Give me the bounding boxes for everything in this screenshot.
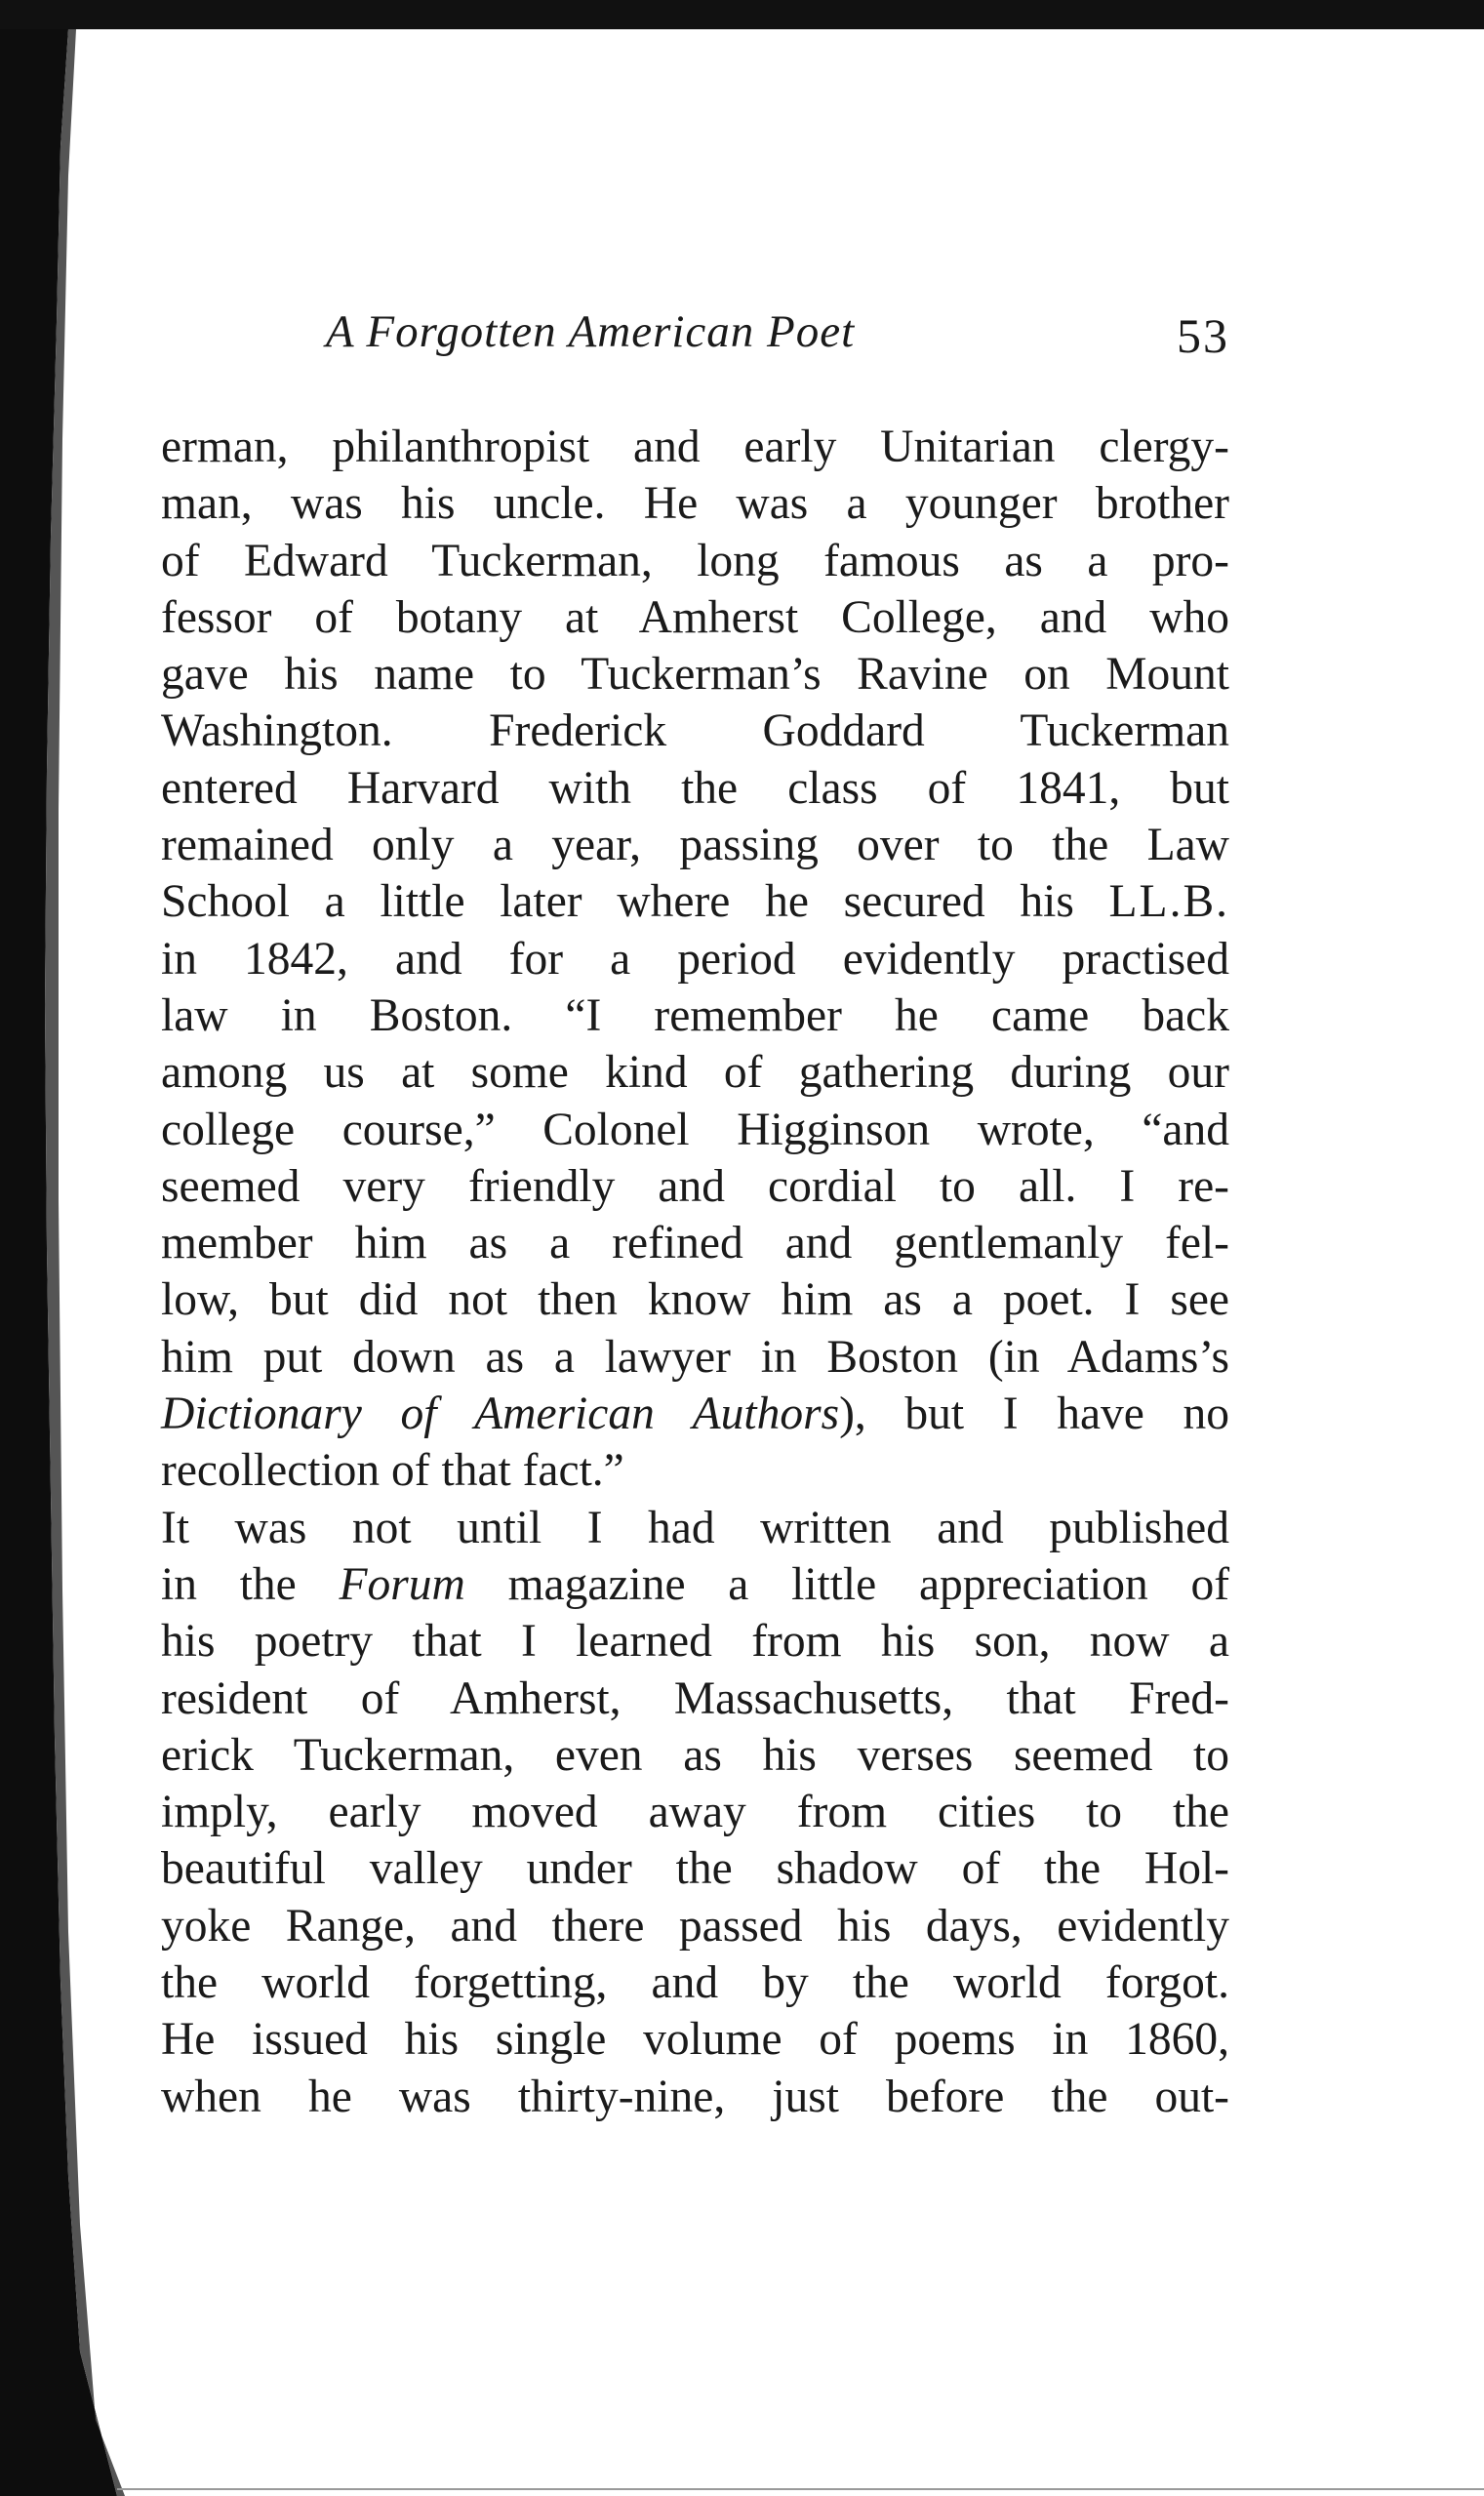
text-line: him put down as a lawyer in Boston (in Adams’s: [161, 1331, 1229, 1383]
text-line: [161, 873, 1229, 930]
magazine-title: Forum: [339, 1558, 465, 1610]
text-line: yoke Range, and there passed his days, evidently: [161, 1900, 1229, 1952]
book-page: [161, 298, 1229, 2125]
text-line: when he was thirty-nine, just before the out-: [161, 2071, 1229, 2122]
text-line: resident of Amherst, Massachusetts, that Fred-: [161, 1672, 1229, 1724]
text-segment: in the: [161, 1558, 297, 1610]
text-line: the world forgetting, and by the world forgot.: [161, 1957, 1229, 2009]
text-line: beautiful valley under the shadow of the Hol-: [161, 1843, 1229, 1895]
text-line: [161, 1556, 1229, 1613]
paragraph: [161, 419, 1229, 1500]
text-line: fessor of botany at Amherst College, and who: [161, 591, 1229, 643]
text-line: erman, philanthropist and early Unitarian clergy-: [161, 422, 1229, 472]
text-line: low, but did not then know him as a poet. I see: [161, 1274, 1229, 1326]
text-line: [161, 1386, 1229, 1442]
paragraph: [161, 1500, 1229, 2125]
text-line: imply, early moved away from cities to the: [161, 1787, 1229, 1838]
text-line: member him as a refined and gentlemanly fel-: [161, 1218, 1229, 1269]
text-line: recollection of that fact.”: [161, 1445, 624, 1497]
text-line: remained only a year, passing over to the Law: [161, 820, 1229, 871]
text-line: his poetry that I learned from his son, now a: [161, 1616, 1229, 1668]
running-head: [161, 298, 1229, 376]
text-line: man, was his uncle. He was a younger brother: [161, 478, 1229, 530]
text-line: gave his name to Tuckerman’s Ravine on Mount: [161, 649, 1229, 701]
text-line: college course,” Colonel Higginson wrote, “and: [161, 1104, 1229, 1155]
text-line: law in Boston. “I remember he came back: [161, 989, 1229, 1041]
text-line: Washington. Frederick Goddard Tuckerman: [161, 705, 1229, 757]
text-line: He issued his single volume of poems in 1860,: [161, 2014, 1229, 2066]
text-line: among us at some kind of gathering during our: [161, 1047, 1229, 1099]
text-line: entered Harvard with the class of 1841, but: [161, 762, 1229, 814]
text-segment: ), but I have no: [839, 1389, 1230, 1440]
text-line: in 1842, and for a period evidently practised: [161, 933, 1229, 985]
text-line: of Edward Tuckerman, long famous as a pro-: [161, 535, 1229, 586]
text-line: It was not until I had written and published: [161, 1502, 1229, 1553]
text-segment: magazine a little appreciation of: [507, 1558, 1230, 1610]
scan-top-edge: [0, 0, 1484, 29]
book-title: Dictionary of American Authors: [161, 1389, 840, 1440]
page-number: 53: [1177, 308, 1229, 363]
scan-bottom-edge: [117, 2488, 1484, 2490]
running-title: A Forgotten American Poet: [325, 306, 856, 357]
text-line: seemed very friendly and cordial to all. I re-: [161, 1160, 1229, 1212]
text-segment: School a little later where he secured his: [161, 876, 1074, 928]
degree-abbreviation: LL.B.: [1108, 876, 1230, 928]
text-line: erick Tuckerman, even as his verses seemed to: [161, 1729, 1229, 1781]
body-text: [161, 419, 1229, 2125]
